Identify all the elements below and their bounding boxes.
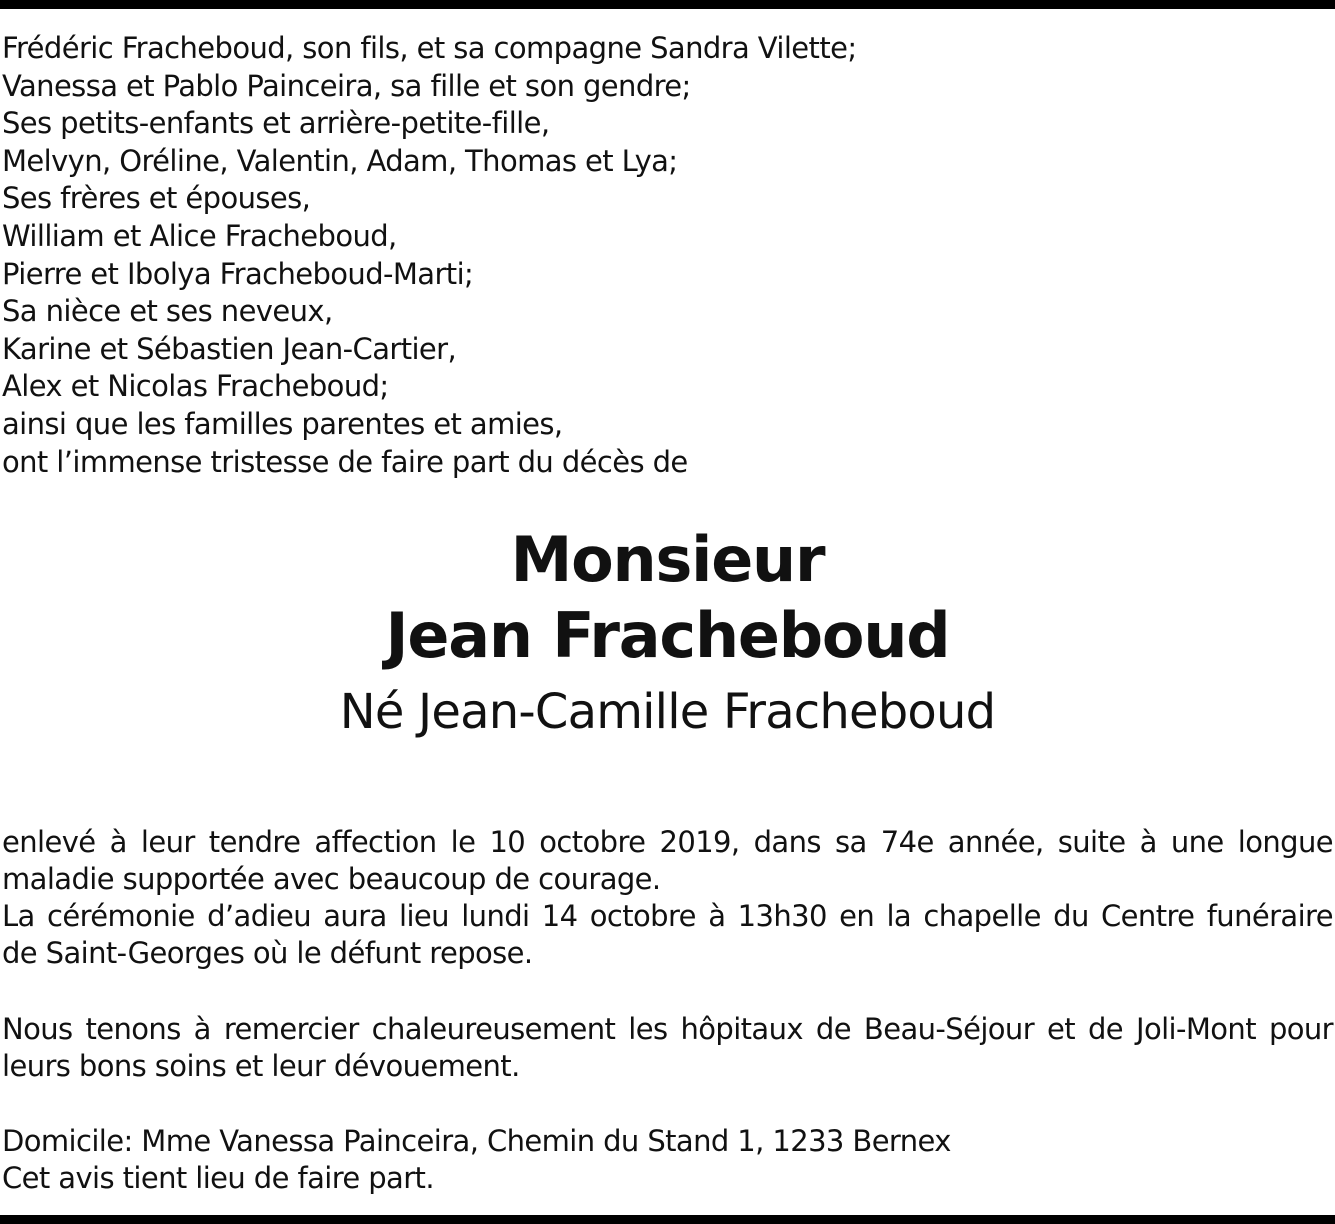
family-line: William et Alice Fracheboud, [2, 218, 397, 253]
title-honorific: Monsieur [510, 523, 825, 596]
top-border [0, 0, 1335, 9]
announcement-line: de Saint-Georges où le défunt repose. [2, 936, 533, 970]
announcement-line: enlevé à leur tendre affection le 10 octobre 2019, dans sa 74e année, suite à une longue [2, 825, 1333, 859]
family-line: ainsi que les familles parentes et amies, [2, 406, 563, 441]
announcement-line: La cérémonie d’adieu aura lieu lundi 14 octobre à 13h30 en la chapelle du Centre funéraire [2, 899, 1333, 933]
family-line: Melvyn, Oréline, Valentin, Adam, Thomas et Lya; [2, 143, 678, 178]
family-line: Ses petits-enfants et arrière-petite-fille, [2, 106, 550, 141]
notice-line: Cet avis tient lieu de faire part. [2, 1161, 434, 1195]
deceased-name: Jean Fracheboud [385, 599, 950, 672]
family-line: ont l’immense tristesse de faire part du décès de [2, 444, 688, 479]
announcement-line: maladie supportée avec beaucoup de courage. [2, 862, 661, 896]
domicile-line: Domicile: Mme Vanessa Painceira, Chemin du Stand 1, 1233 Bernex [2, 1124, 951, 1158]
bottom-border [0, 1215, 1335, 1224]
family-line: Karine et Sébastien Jean-Cartier, [2, 331, 457, 366]
footer-paragraph [2, 1123, 1333, 1197]
family-line: Vanessa et Pablo Painceira, sa fille et son gendre; [2, 68, 691, 103]
thanks-line: leurs bons soins et leur dévouement. [2, 1049, 520, 1083]
thanks-paragraph [2, 1011, 1333, 1085]
announcement-paragraph [2, 824, 1333, 972]
family-line: Alex et Nicolas Fracheboud; [2, 369, 389, 404]
family-line: Frédéric Fracheboud, son fils, et sa compagne Sandra Vilette; [2, 31, 857, 65]
family-list [2, 30, 1302, 481]
birth-name: Né Jean-Camille Fracheboud [339, 684, 996, 740]
thanks-line: Nous tenons à remercier chaleureusement les hôpitaux de Beau-Séjour et de Joli-Mont pour [2, 1012, 1333, 1046]
deceased-name-block [0, 522, 1335, 742]
family-line: Ses frères et épouses, [2, 181, 311, 216]
family-line: Sa nièce et ses neveux, [2, 294, 333, 329]
family-line: Pierre et Ibolya Fracheboud-Marti; [2, 256, 474, 291]
